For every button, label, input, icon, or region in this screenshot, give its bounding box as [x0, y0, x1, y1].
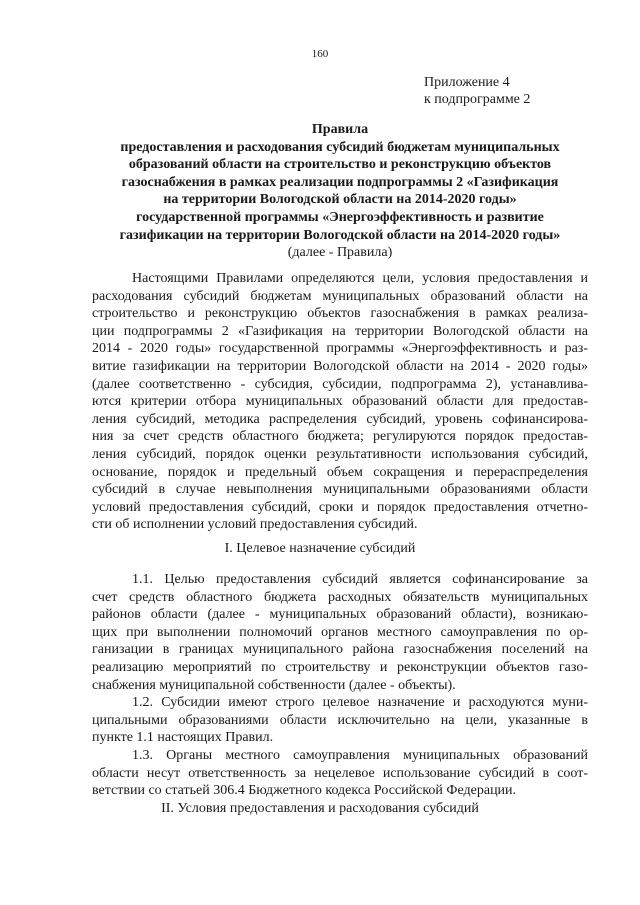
text-line: ются критерии отбора муниципальных образований области для предостав- [92, 394, 588, 410]
title-line: на территории Вологодской области на 2014-2020 годы» [163, 192, 517, 208]
section-heading-1: I. Целевое назначение субсидий [224, 541, 416, 556]
text-line: (далее соответственно - субсидия, субсидии, подпрограмма 2), устанавлива- [92, 376, 588, 392]
text-line: счет средств областного бюджета расходных обязательств муниципальных [92, 589, 588, 605]
text-line: пункте 1.1 настоящих Правил. [92, 730, 274, 746]
appendix-line: Приложение 4 [424, 75, 510, 90]
clause-1-3 [92, 747, 588, 800]
title-note: (далее - Правила) [287, 245, 393, 261]
text-line: ния за счет средств областного бюджета; регулируются порядок предостав- [92, 429, 588, 445]
text-line: щих при выполнении полномочий органов местного самоуправления по ор- [92, 624, 588, 640]
text-line: субсидий в случае невыполнения муниципальными образованиями области [92, 482, 588, 498]
text-line: ветствии со статьей 306.4 Бюджетного кодекса Российской Федерации. [92, 783, 517, 799]
text-line: основание, порядок и предельный объем сокращения и перераспределения [92, 464, 588, 480]
title-line: предоставления и расходования субсидий бюджетам муниципальных [120, 139, 560, 155]
title-line: Правила [311, 122, 369, 137]
text-line: 1.1. Целью предоставления субсидий является софинансирование за [132, 572, 588, 587]
text-line: 2014 - 2020 годы» государственной программы «Энергоэффективность и раз- [92, 341, 588, 357]
text-line: районов области (далее - муниципальных образований области), возникаю- [92, 607, 588, 623]
text-line: витие газификации на территории Вологодской области на 2014 - 2020 годы» [92, 358, 588, 374]
text-line: реализацию мероприятий по строительству и реконструкции объектов газо- [92, 659, 588, 675]
appendix-line: к подпрограмме 2 [424, 92, 531, 107]
appendix-reference [424, 74, 530, 108]
text-line: ганизации в границах муниципального района газоснабжения поселений на [92, 642, 588, 658]
rules-title [92, 121, 588, 262]
title-line: образований области на строительство и реконструкцию объектов [128, 157, 552, 173]
intro-paragraph [92, 270, 588, 534]
title-line: газоснабжения в рамках реализации подпрограммы 2 «Газификация [121, 174, 559, 190]
text-line: расходования субсидий бюджетам муниципальных образований области на [92, 288, 588, 304]
title-line: государственной программы «Энергоэффективность и развитие [136, 209, 544, 225]
section-heading-2: II. Условия предоставления и расходования субсидий [161, 801, 479, 816]
page-number: 160 [311, 48, 329, 60]
text-line: 1.2. Субсидии имеют строго целевое назначение и расходуются муни- [132, 695, 588, 710]
text-line: ления субсидий, методика распределения субсидий, уровень софинансирова- [92, 411, 588, 427]
text-line: 1.3. Органы местного самоуправления муниципальных образований [132, 748, 588, 763]
text-line: сти об исполнении условий предоставления субсидий. [92, 517, 418, 533]
text-line: условий предоставления субсидий, сроки и порядок предоставления отчетно- [92, 499, 588, 515]
text-line: строительство и реконструкцию объектов газоснабжения в рамках реализа- [92, 306, 588, 322]
text-line: ции подпрограммы 2 «Газификация на территории Вологодской области на [92, 323, 588, 339]
text-line: снабжения муниципальной собственности (далее - объекты). [92, 677, 456, 693]
text-line: области несут ответственность за нецелевое использование субсидий в соот- [92, 765, 588, 781]
text-line: ципальными образованиями области исключительно на цели, указанные в [92, 712, 588, 728]
title-line: газификации на территории Вологодской области на 2014-2020 годы» [119, 227, 561, 243]
clause-1-1 [92, 571, 588, 694]
text-line: ления субсидий, порядок оценки результативности использования субсидий, [92, 446, 588, 462]
clause-1-2 [92, 694, 588, 747]
text-line: Настоящими Правилами определяются цели, условия предоставления и [132, 271, 588, 286]
